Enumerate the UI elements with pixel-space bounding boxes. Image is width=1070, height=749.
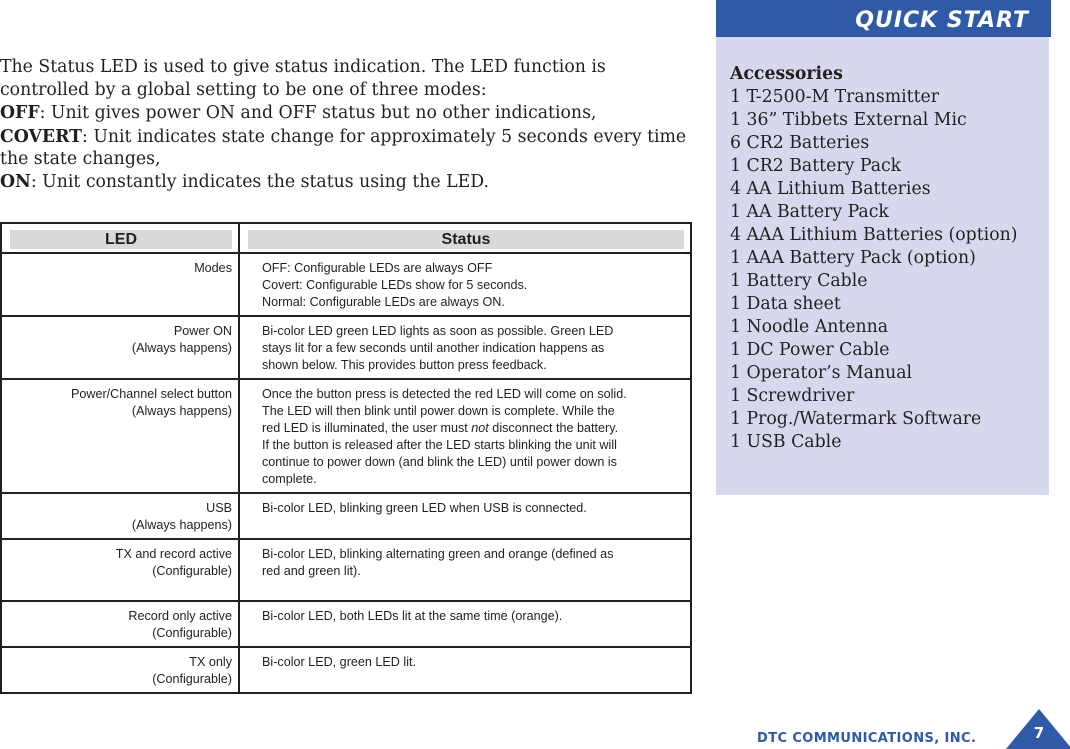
accessory-item: 1 USB Cable <box>730 432 842 452</box>
led-cell-line: Power/Channel select button <box>70 387 232 401</box>
table-row <box>1 601 691 647</box>
led-cell <box>1 379 239 493</box>
led-cell-line: Modes <box>194 261 232 275</box>
led-cell-line: Record only active <box>128 609 232 623</box>
status-cell <box>239 493 691 539</box>
led-cell-line: (Configurable) <box>152 672 232 686</box>
led-cell-line: TX and record active <box>115 547 232 561</box>
accessory-item: 1 36” Tibbets External Mic <box>730 110 967 130</box>
footer-company: DTC COMMUNICATIONS, INC. <box>757 731 977 746</box>
mode-term: COVERT <box>0 126 83 147</box>
accessory-item: 1 AAA Battery Pack (option) <box>730 248 976 268</box>
status-cell-line: If the button is released after the LED starts blinking the unit will <box>262 438 617 452</box>
mode-desc: : Unit constantly indicates the status using the LED. <box>30 171 489 192</box>
led-cell <box>1 253 239 316</box>
led-cell-line: (Always happens) <box>131 341 232 355</box>
status-cell-line: OFF: Configurable LEDs are always OFF <box>262 261 493 275</box>
led-cell-line: USB <box>206 501 232 515</box>
mode-covert <box>0 126 690 171</box>
status-cell-line: Bi-color LED, blinking alternating green and orange (defined as <box>262 547 614 561</box>
mode-term: ON <box>0 171 31 192</box>
status-cell <box>239 539 691 601</box>
led-cell-line: (Configurable) <box>152 564 232 578</box>
led-cell <box>1 647 239 693</box>
accessory-item: 6 CR2 Batteries <box>730 133 870 153</box>
status-cell-line: Once the button press is detected the red LED will come on solid. <box>262 387 627 401</box>
status-cell-line: red LED is illuminated, the user must not disconnect the battery. <box>262 421 619 435</box>
status-cell-line: The LED will then blink until power down is complete. While the <box>262 404 615 418</box>
accessory-item: 1 Operator’s Manual <box>730 363 913 383</box>
led-cell-line: (Always happens) <box>131 518 232 532</box>
accessories-list <box>730 86 1049 454</box>
accessories-panel <box>716 37 1049 495</box>
led-cell <box>1 493 239 539</box>
led-cell-line: (Always happens) <box>131 404 232 418</box>
status-cell-line: Bi-color LED, green LED lit. <box>262 655 416 669</box>
status-cell-line: Bi-color LED green LED lights as soon as possible. Green LED <box>262 324 614 338</box>
status-cell <box>239 316 691 379</box>
table-row <box>1 493 691 539</box>
table-row <box>1 316 691 379</box>
page-number: 7 <box>1033 724 1045 742</box>
table-row <box>1 647 691 693</box>
status-cell <box>239 601 691 647</box>
intro-paragraph: The Status LED is used to give status indication. The LED function is controlled by a global setting to be one of three modes: <box>0 57 606 100</box>
led-header-label: LED <box>10 230 232 249</box>
status-cell-line: red and green lit). <box>262 564 361 578</box>
mode-term: OFF <box>0 103 40 123</box>
accessory-item: 1 DC Power Cable <box>730 340 890 360</box>
accessory-item: 1 Noodle Antenna <box>730 317 889 337</box>
table-row <box>1 539 691 601</box>
mode-desc: : Unit gives power ON and OFF status but no other indications, <box>39 103 597 123</box>
led-cell-line: TX only <box>189 655 232 669</box>
accessory-item: 1 Data sheet <box>730 294 841 314</box>
quick-start-header: QUICK START <box>716 0 1051 37</box>
status-cell-line: Normal: Configurable LEDs are always ON. <box>262 295 505 309</box>
accessory-item: 1 AA Battery Pack <box>730 202 889 222</box>
accessory-item: 1 Screwdriver <box>730 386 855 406</box>
accessory-item: 1 Battery Cable <box>730 271 868 291</box>
intro-text <box>0 56 690 193</box>
mode-off <box>0 102 690 125</box>
led-cell <box>1 316 239 379</box>
status-cell-line: continue to power down (and blink the LED) until power down is <box>262 455 617 469</box>
table-body <box>1 253 691 693</box>
accessory-item: 1 Prog./Watermark Software <box>730 409 982 429</box>
led-column-header <box>1 223 239 253</box>
status-header-label: Status <box>248 230 684 249</box>
status-cell-line: Bi-color LED, blinking green LED when USB is connected. <box>262 501 587 515</box>
status-cell <box>239 253 691 316</box>
led-cell-line: Power ON <box>173 324 232 338</box>
mode-on <box>0 171 690 194</box>
table-header-row <box>1 223 691 253</box>
status-cell-line: Covert: Configurable LEDs show for 5 seconds. <box>262 278 528 292</box>
accessories-title: Accessories <box>730 64 843 84</box>
accessory-item: 1 CR2 Battery Pack <box>730 156 902 176</box>
status-cell-line: Bi-color LED, both LEDs lit at the same time (orange). <box>262 609 563 623</box>
table-row <box>1 253 691 316</box>
status-cell <box>239 647 691 693</box>
emphasis: not <box>471 421 489 435</box>
led-cell <box>1 601 239 647</box>
mode-desc: : Unit indicates state change for approximately 5 seconds every time the state changes, <box>0 126 687 169</box>
status-cell-line: stays lit for a few seconds until another indication happens as <box>262 341 605 355</box>
led-status-table <box>0 222 692 694</box>
accessory-item: 4 AA Lithium Batteries <box>730 179 931 199</box>
status-cell <box>239 379 691 493</box>
led-cell <box>1 539 239 601</box>
table-row <box>1 379 691 493</box>
led-cell-line: (Configurable) <box>152 626 232 640</box>
status-cell-line: complete. <box>262 472 317 486</box>
accessory-item: 4 AAA Lithium Batteries (option) <box>730 225 1018 245</box>
status-cell-line: shown below. This provides button press feedback. <box>262 358 547 372</box>
status-column-header <box>239 223 691 253</box>
accessory-item: 1 T-2500-M Transmitter <box>730 87 940 107</box>
